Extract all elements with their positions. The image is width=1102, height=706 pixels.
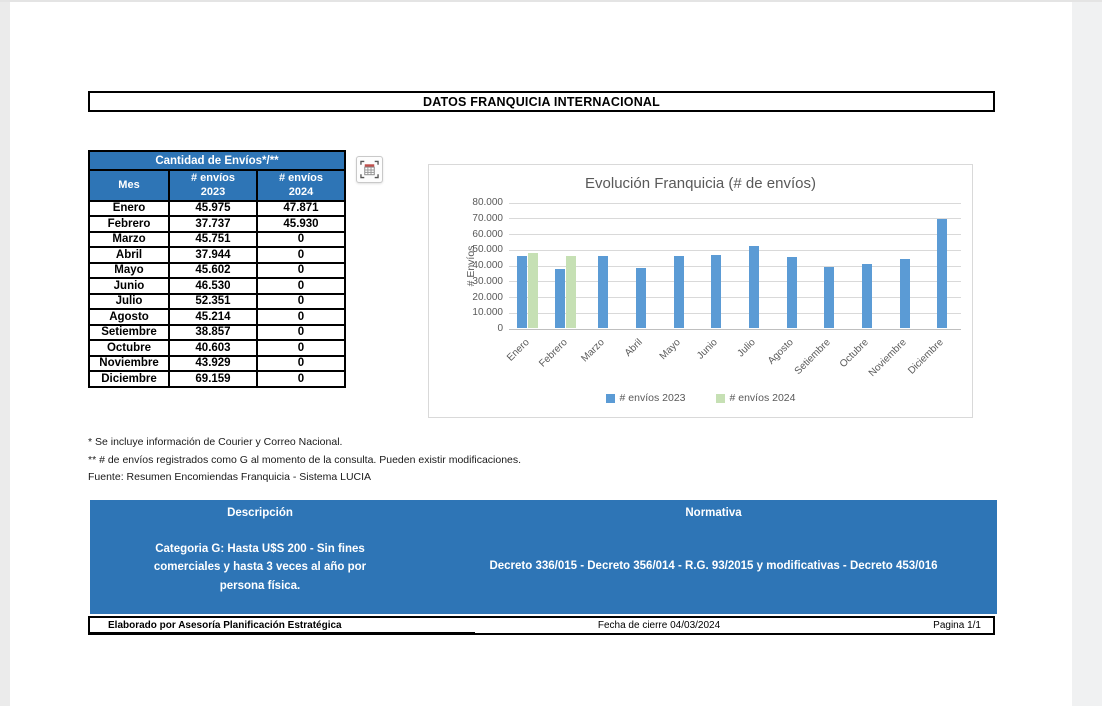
evolucion-chart [428, 164, 973, 418]
table-row [89, 325, 345, 341]
description-column [90, 500, 430, 614]
bar-2023 [598, 256, 608, 328]
envios-table [88, 150, 346, 388]
page-gutter-left [0, 0, 10, 706]
chart-plot-area [465, 197, 961, 379]
footer-elaborado: Elaborado por Asesoría Planificación Estratégica [90, 618, 475, 633]
x-axis-label: Junio [695, 337, 720, 362]
chart-title: Evolución Franquicia (# de envíos) [585, 175, 816, 192]
table-row [89, 216, 345, 232]
value-cell: 45.214 [169, 309, 257, 325]
camera-tool-button[interactable] [356, 156, 383, 183]
value-cell: 45.602 [169, 263, 257, 279]
legend-item [716, 392, 796, 404]
month-cell: Abril [89, 247, 169, 263]
month-cell: Octubre [89, 340, 169, 356]
bar-2023 [862, 264, 872, 328]
value-cell: 0 [257, 294, 345, 310]
table-row [89, 247, 345, 263]
footer-pagina: Pagina 1/1 [933, 620, 981, 631]
month-cell: Noviembre [89, 356, 169, 372]
value-cell: 43.929 [169, 356, 257, 372]
value-cell: 37.944 [169, 247, 257, 263]
value-cell: 0 [257, 263, 345, 279]
value-cell: 45.930 [257, 216, 345, 232]
table-row [89, 201, 345, 217]
y-tick-label: 70.000 [472, 212, 503, 224]
column-header-2023-year: 2023 [200, 186, 226, 199]
month-cell: Enero [89, 201, 169, 217]
chart-legend [429, 392, 972, 404]
value-cell: 0 [257, 356, 345, 372]
y-tick-label: 50.000 [472, 244, 503, 256]
y-tick-label: 0 [497, 323, 503, 334]
gridline [509, 313, 961, 314]
table-row [89, 232, 345, 248]
month-cell: Febrero [89, 216, 169, 232]
value-cell: 52.351 [169, 294, 257, 310]
column-header-2024-label: # envíos [278, 172, 324, 184]
column-header-2024-year: 2024 [288, 186, 314, 199]
gridline [509, 234, 961, 235]
column-header-2024 [257, 170, 345, 201]
table-row [89, 371, 345, 387]
bar-2023 [517, 256, 527, 328]
footnotes [88, 436, 521, 489]
month-cell: Marzo [89, 232, 169, 248]
y-tick-label: 10.000 [472, 307, 503, 319]
value-cell: 45.751 [169, 232, 257, 248]
gridline [509, 297, 961, 298]
value-cell: 0 [257, 232, 345, 248]
x-axis-line [509, 329, 961, 330]
footnote-1: * Se incluye información de Courier y Correo Nacional. [88, 436, 343, 448]
value-cell: 0 [257, 278, 345, 294]
x-axis-label: Febrero [536, 337, 570, 370]
y-tick-label: 80.000 [472, 197, 503, 208]
gridline [509, 218, 961, 219]
envios-table-body [89, 201, 345, 387]
normativa-body: Decreto 336/015 - Decreto 356/014 - R.G. 93/2015 y modificativas - Decreto 453/016 [489, 560, 938, 572]
x-axis-label: Agosto [765, 337, 796, 367]
legend-label: # envíos 2024 [729, 392, 796, 404]
x-axis-label: Enero [504, 337, 532, 364]
table-row [89, 309, 345, 325]
x-axis-label: Marzo [579, 337, 607, 365]
value-cell: 69.159 [169, 371, 257, 387]
gridline [509, 250, 961, 251]
report-title: DATOS FRANQUICIA INTERNACIONAL [422, 94, 660, 109]
legend-label: # envíos 2023 [619, 392, 686, 404]
month-cell: Setiembre [89, 325, 169, 341]
x-axis-label: Setiembre [792, 337, 833, 378]
description-body: Categoria G: Hasta U$S 200 - Sin fines comerciales y hasta 3 veces al año por persona física. [153, 543, 367, 592]
bar-2023 [900, 259, 910, 328]
value-cell: 0 [257, 247, 345, 263]
bar-2023 [711, 255, 721, 328]
value-cell: 37.737 [169, 216, 257, 232]
y-tick-label: 60.000 [472, 228, 503, 240]
month-cell: Diciembre [89, 371, 169, 387]
page-gutter-right [1072, 0, 1102, 706]
x-axis-label: Noviembre [866, 337, 909, 379]
x-axis-label: Octubre [837, 337, 871, 370]
value-cell: 38.857 [169, 325, 257, 341]
gridline [509, 266, 961, 267]
value-cell: 46.530 [169, 278, 257, 294]
y-tick-label: 40.000 [472, 260, 503, 271]
legend-swatch [606, 394, 615, 403]
month-cell: Agosto [89, 309, 169, 325]
bar-2024 [566, 256, 576, 328]
gridline [509, 203, 961, 204]
bar-2023 [674, 256, 684, 328]
table-row [89, 294, 345, 310]
table-row [89, 356, 345, 372]
normativa-column [430, 500, 997, 614]
camera-tool-icon [360, 160, 379, 179]
y-axis-title: # Envíos [465, 245, 477, 287]
normativa-header: Normativa [685, 507, 742, 519]
legend-item [606, 392, 686, 404]
bar-2023 [937, 219, 947, 328]
y-tick-label: 30.000 [472, 275, 503, 287]
value-cell: 0 [257, 371, 345, 387]
footnote-source: Fuente: Resumen Encomiendas Franquicia - Sistema LUCIA [88, 471, 372, 483]
x-axis-label: Abril [622, 337, 645, 359]
value-cell: 40.603 [169, 340, 257, 356]
x-axis-label: Julio [735, 337, 758, 360]
bar-2023 [824, 267, 834, 328]
bar-2023 [787, 257, 797, 328]
table-row [89, 278, 345, 294]
table-row [89, 340, 345, 356]
month-cell: Julio [89, 294, 169, 310]
column-header-2023-label: # envíos [190, 172, 236, 184]
description-header: Descripción [227, 507, 293, 519]
value-cell: 0 [257, 309, 345, 325]
x-axis-label: Mayo [657, 337, 683, 363]
value-cell: 45.975 [169, 201, 257, 217]
y-tick-label: 20.000 [472, 291, 503, 303]
column-header-mes: Mes [89, 170, 169, 201]
column-header-2023 [169, 170, 257, 201]
report-title-box [88, 91, 995, 112]
bar-2023 [555, 269, 565, 328]
bar-2023 [636, 268, 646, 328]
x-axis-label: Diciembre [906, 337, 946, 377]
footer-bar [88, 616, 995, 635]
bar-2024 [528, 253, 538, 328]
value-cell: 0 [257, 325, 345, 341]
table-title: Cantidad de Envíos*/** [89, 151, 345, 170]
footnote-2: ** # de envíos registrados como G al momento de la consulta. Pueden existir modificaciones. [88, 453, 522, 466]
month-cell: Junio [89, 278, 169, 294]
gridline [509, 281, 961, 282]
footer-fecha-cierre: Fecha de cierre 04/03/2024 [597, 620, 721, 631]
value-cell: 47.871 [257, 201, 345, 217]
legend-swatch [716, 394, 725, 403]
table-row [89, 263, 345, 279]
month-cell: Mayo [89, 263, 169, 279]
value-cell: 0 [257, 340, 345, 356]
bar-2023 [749, 246, 759, 328]
info-box [90, 500, 997, 614]
page-gutter-top [0, 0, 1102, 2]
